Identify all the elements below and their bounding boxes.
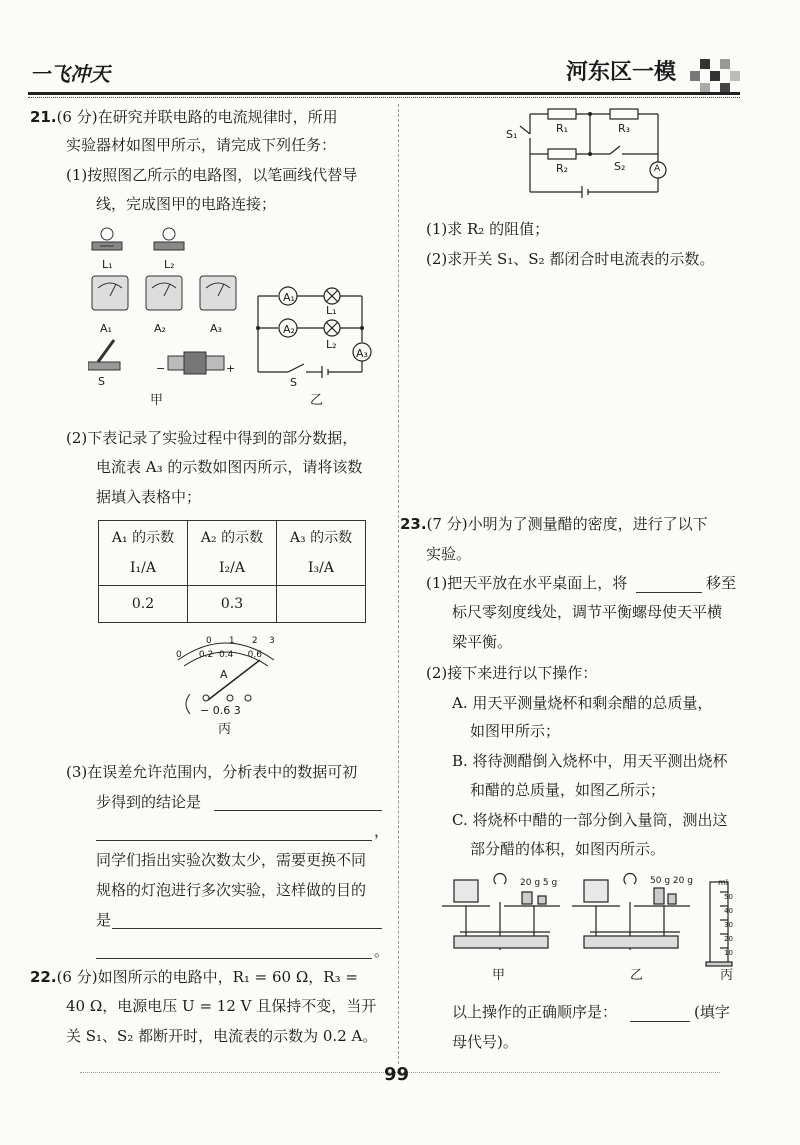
parallel-circuit-diagram (252, 280, 382, 380)
answer-blank-conclusion-2[interactable] (96, 840, 372, 841)
q23-line2: 实验。 (426, 545, 472, 563)
apparatus-figure (88, 222, 248, 382)
q21-part1-2: 线，完成图甲的电路连接； (96, 195, 277, 213)
label-r2: R₂ (556, 162, 569, 175)
q21-stem-1: 21.(6 分)在研究并联电路的电流规律时，所用 (30, 108, 338, 126)
circuit-s-label: S (290, 376, 297, 389)
header-rule (28, 92, 740, 95)
answer-blank-purpose-1[interactable] (112, 928, 382, 929)
fig-jia-label: 甲 (150, 393, 164, 408)
q23-order-a: 以上操作的正确顺序是： (452, 1003, 618, 1021)
q21-part2-1: (2)下表记录了实验过程中得到的部分数据， (66, 429, 358, 447)
header-rule-dotted (28, 97, 740, 98)
data-table (98, 520, 366, 623)
cylinder-ticks: 50 40 30 20 10 (724, 893, 733, 957)
q23-line1: 23.(7 分)小明为了测量醋的密度，进行了以下 (400, 515, 708, 533)
bulb-l2-icon (154, 228, 184, 250)
label-ammeter-a: A (654, 164, 661, 174)
q21-part1-1: (1)按照图乙所示的电路图，以笔画线代替导 (66, 166, 358, 184)
label-plus: + (226, 362, 236, 375)
ammeter-a3-icon (200, 276, 236, 310)
brand-logo: 一飞冲天 (30, 62, 110, 86)
cylinder-unit: ml (718, 878, 729, 887)
q23-p1: (1)把天平放在水平桌面上，将 (426, 574, 628, 592)
table-row (99, 586, 366, 623)
answer-blank-order[interactable] (630, 1021, 690, 1022)
circuit-l1-label: L₁ (326, 304, 337, 317)
table-cell: 0.2 (99, 586, 188, 623)
q21-stem-2: 实验器材如图甲所示，请完成下列任务： (66, 136, 337, 154)
q23-p1-b: 移至 (706, 574, 737, 592)
label-l1: L₁ (102, 258, 113, 271)
switch-icon (88, 340, 120, 370)
q22-line3: 关 S₁、S₂ 都断开时，电流表的示数为 0.2 A。 (66, 1027, 378, 1045)
q21-part3-1: (3)在误差允许范围内，分析表中的数据可初 (66, 763, 358, 781)
label-s1: S₁ (506, 128, 518, 141)
weights-yi: 50 g 20 g (650, 876, 693, 886)
bulb-l1-icon (92, 228, 122, 250)
label-s2: S₂ (614, 160, 626, 173)
answer-blank-conclusion-1[interactable] (214, 810, 382, 811)
scale-bottom: 0 0.2 0.4 0.6 (176, 650, 262, 660)
q22-circuit-diagram (510, 104, 670, 204)
label-r1: R₁ (556, 122, 569, 135)
page-number: 99 (384, 1064, 410, 1085)
q21-part3-3: 同学们指出实验次数太少，需要更换不同 (96, 851, 367, 869)
answer-cell[interactable] (277, 586, 366, 623)
q23-C-1: C. 将烧杯中醋的一部分倒入量筒，测出这 (452, 811, 728, 829)
fig-bing-cylinder: 丙 (720, 968, 734, 983)
table-cell: 0.3 (188, 586, 277, 623)
q22-number: 22. (30, 968, 57, 986)
weights-jia: 20 g 5 g (520, 878, 558, 888)
checker-decoration (690, 55, 750, 95)
circuit-a3-label: A₃ (356, 347, 368, 360)
ammeter-a1-icon (92, 276, 128, 310)
ammeter-a2-icon (146, 276, 182, 310)
label-minus: − (156, 362, 166, 375)
table-cell: A₂ 的示数 I₂/A (188, 521, 277, 586)
table-cell: A₃ 的示数 I₃/A (277, 521, 366, 586)
fig-bing-label: 丙 (218, 722, 232, 737)
q21-part2-2: 电流表 A₃ 的示数如图丙所示，请将该数 (96, 458, 363, 476)
q21-part2-3: 据填入表格中； (96, 488, 202, 506)
q22-sub1: (1)求 R₂ 的阻值； (426, 220, 550, 238)
q21-number: 21. (30, 108, 57, 126)
q23-p2: (2)接下来进行以下操作： (426, 664, 598, 682)
label-s: S (98, 375, 105, 388)
scale-top: 0 1 2 3 (206, 636, 275, 646)
label-l2: L₂ (164, 258, 175, 271)
q23-A-2: 如图甲所示； (470, 722, 561, 740)
circuit-a2-label: A₂ (283, 323, 295, 336)
fig-jia-balance: 甲 (492, 968, 506, 983)
balance-figures (440, 872, 745, 972)
table-cell: A₁ 的示数 I₁/A (99, 521, 188, 586)
comma: ， (374, 822, 390, 840)
q23-p1-2: 标尺零刻度线处，调节平衡螺母使天平横 (452, 603, 723, 621)
fig-yi-balance: 乙 (630, 968, 644, 983)
label-a2: A₂ (154, 322, 166, 335)
answer-blank-purpose-2[interactable] (96, 958, 372, 959)
column-divider (398, 104, 399, 1064)
q21-part3-2: 步得到的结论是 (96, 793, 202, 811)
q23-C-2: 部分醋的体积，如图丙所示。 (470, 840, 666, 858)
label-a1: A₁ (100, 322, 112, 335)
label-a3: A₃ (210, 322, 222, 335)
table-row (99, 521, 366, 586)
dial-terminals: − 0.6 3 (200, 704, 241, 717)
dial-letter: A (220, 668, 228, 681)
circuit-l2-label: L₂ (326, 338, 337, 351)
q22-sub2: (2)求开关 S₁、S₂ 都闭合时电流表的示数。 (426, 250, 715, 268)
q21-part3-5: 是 (96, 911, 112, 929)
battery-icon (168, 352, 224, 374)
q23-A-1: A. 用天平测量烧杯和剩余醋的总质量， (452, 694, 713, 712)
period: 。 (374, 942, 390, 960)
q23-B-2: 和醋的总质量，如图乙所示； (470, 781, 666, 799)
q23-p1-3: 梁平衡。 (452, 633, 513, 651)
q23-order-2: 母代号)。 (452, 1033, 518, 1051)
q23-number: 23. (400, 515, 427, 533)
q22-line1: 22.(6 分)如图所示的电路中，R₁ = 60 Ω，R₃ = (30, 968, 358, 986)
q23-order-b: (填字 (694, 1003, 730, 1021)
label-r3: R₃ (618, 122, 631, 135)
q23-B-1: B. 将待测醋倒入烧杯中，用天平测出烧杯 (452, 752, 728, 770)
fig-yi-label: 乙 (310, 393, 324, 408)
q22-line2: 40 Ω，电源电压 U = 12 V 且保持不变，当开 (66, 997, 377, 1015)
answer-blank-rider[interactable] (636, 592, 702, 593)
header-title: 河东区一模 (566, 60, 677, 85)
q21-part3-4: 规格的灯泡进行多次实验，这样做的目的 (96, 881, 367, 899)
circuit-a1-label: A₁ (283, 291, 295, 304)
